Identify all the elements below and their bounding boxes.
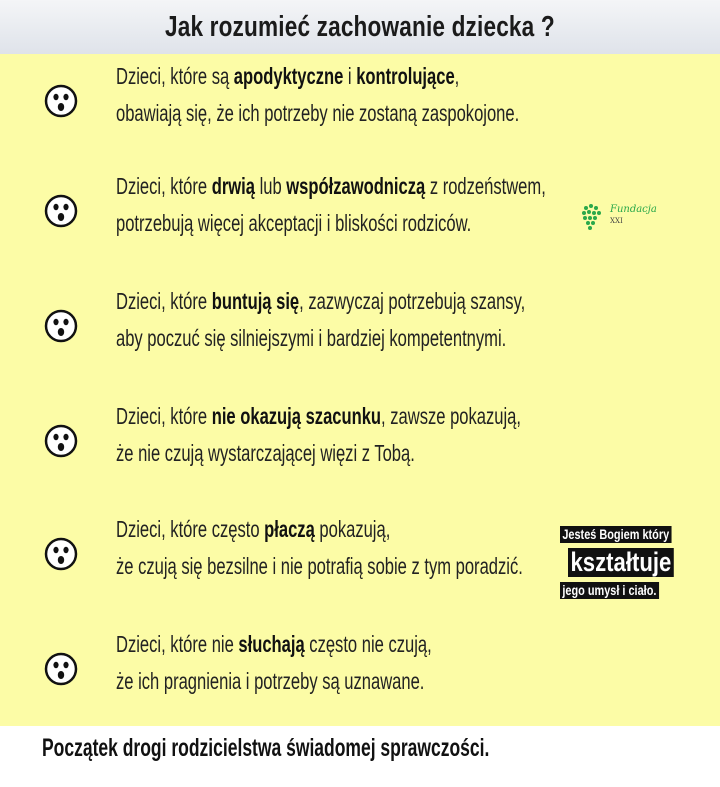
surprised-face-icon (44, 652, 78, 686)
emphasis-text: buntują się (211, 288, 300, 314)
emphasis-text: współzawodniczą (286, 173, 426, 199)
item-text: Dzieci, które (116, 403, 212, 429)
emphasis-text: kontrolujące (356, 63, 455, 89)
item-line-1 (116, 402, 521, 430)
logo-head-icon (578, 202, 606, 230)
content-panel (0, 54, 720, 726)
logo-name: Fundacja (610, 204, 657, 215)
item-text: , zawsze pokazują, (381, 403, 521, 429)
footer (0, 726, 720, 787)
stamp-line-1: Jesteś Bogiem który (560, 526, 672, 543)
emphasis-text: drwią (211, 173, 255, 199)
item-line-2: że nie czują wystarczającej więzi z Tobą. (116, 440, 415, 466)
emphasis-text: słuchają (238, 631, 305, 657)
item-line-2: potrzebują więcej akceptacji i bliskości rodziców. (116, 210, 472, 236)
stamp-line-3: jego umysł i ciało. (560, 582, 659, 599)
item-text: Dzieci, które są (116, 63, 234, 89)
footer-text: Początek drogi rodzicielstwa świadomej sprawczości. (42, 734, 490, 762)
surprised-face-icon (44, 309, 78, 343)
item-text: pokazują, (314, 516, 391, 542)
item-line-1 (116, 172, 546, 200)
item-line-1 (116, 630, 432, 658)
item-line-2: aby poczuć się silniejszymi i bardziej kompetentnymi. (116, 325, 507, 351)
emphasis-text: nie okazują szacunku (211, 403, 382, 429)
item-line-2: że czują się bezsilne i nie potrafią sobie z tym poradzić. (116, 553, 523, 579)
page-title: Jak rozumieć zachowanie dziecka ? (165, 10, 555, 43)
emphasis-text: płaczą (264, 516, 315, 542)
quote-stamp (560, 524, 700, 614)
logo-sub: XXI (610, 217, 623, 225)
item-line-1 (116, 62, 459, 90)
item-text: Dzieci, które często (116, 516, 265, 542)
item-text: często nie czują, (304, 631, 432, 657)
item-text: i (343, 63, 357, 89)
surprised-face-icon (44, 537, 78, 571)
fundacja-logo (578, 200, 690, 234)
item-text: Dzieci, które (116, 173, 212, 199)
item-text: Dzieci, które nie (116, 631, 239, 657)
item-text: Dzieci, które (116, 288, 212, 314)
surprised-face-icon (44, 424, 78, 458)
item-line-2: że ich pragnienia i potrzeby są uznawane. (116, 668, 425, 694)
item-line-1 (116, 515, 390, 543)
stamp-line-2: kształtuje (568, 548, 674, 577)
item-line-2: obawiają się, że ich potrzeby nie zostaną zaspokojone. (116, 100, 520, 126)
surprised-face-icon (44, 84, 78, 118)
item-text: lub (254, 173, 287, 199)
item-text: , zazwyczaj potrzebują szansy, (299, 288, 526, 314)
emphasis-text: apodyktyczne (233, 63, 344, 89)
surprised-face-icon (44, 194, 78, 228)
header-bar (0, 0, 720, 54)
item-text: , (454, 63, 460, 89)
item-line-1 (116, 287, 525, 315)
item-text: z rodzeństwem, (425, 173, 546, 199)
